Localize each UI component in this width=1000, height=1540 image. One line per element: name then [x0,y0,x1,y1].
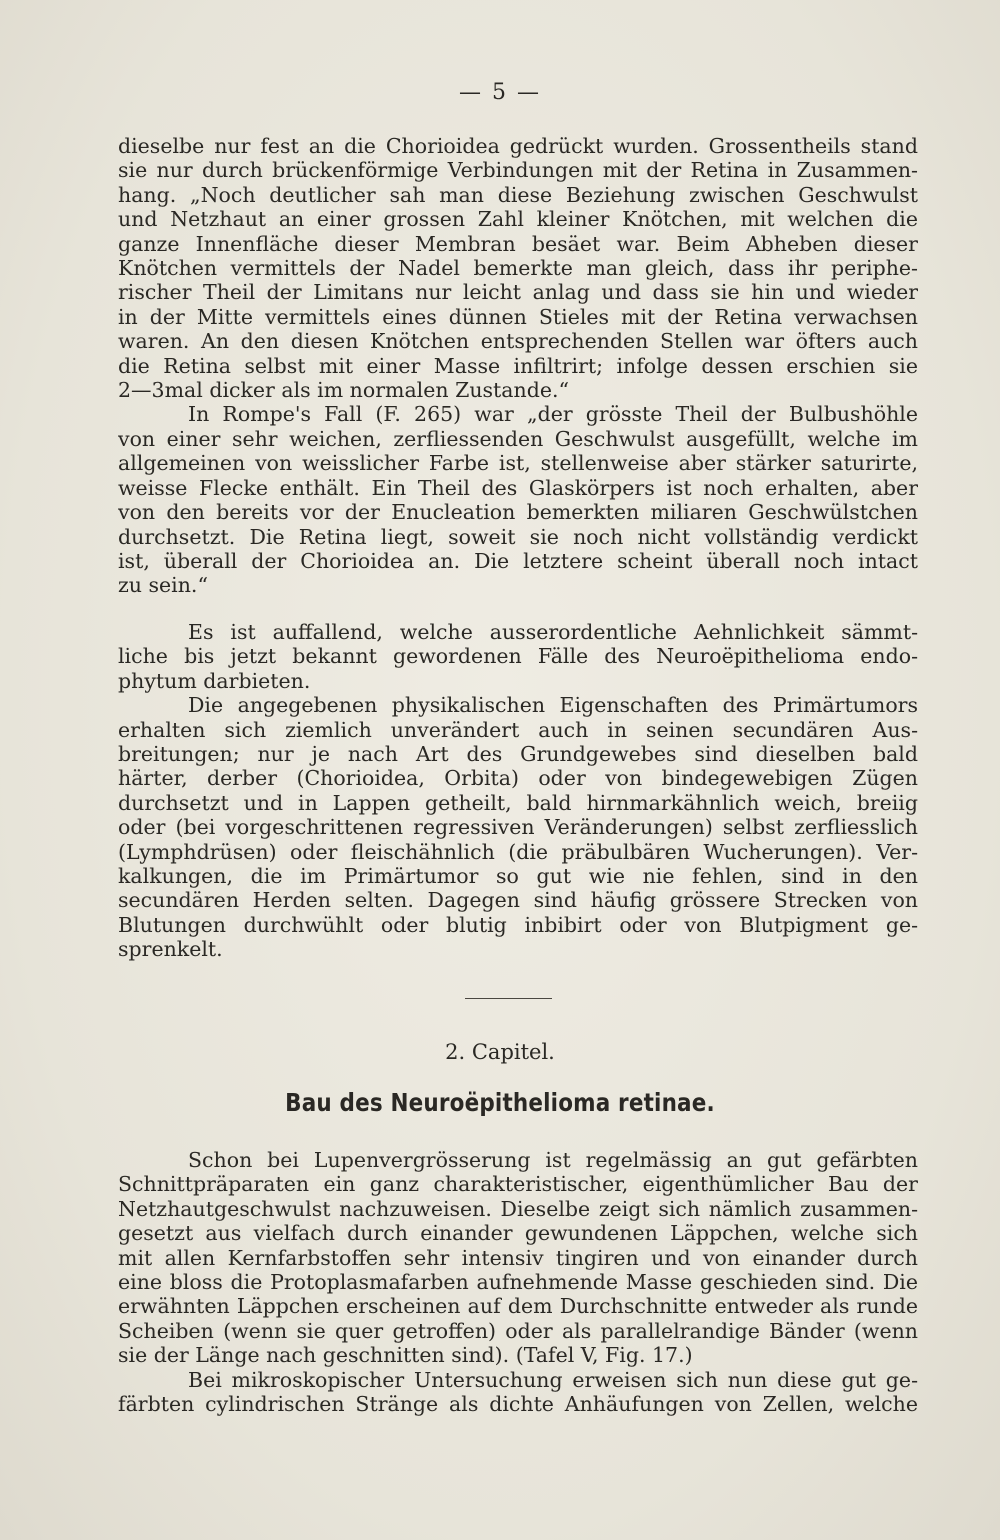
text-line: dieselbe nur fest an die Chorioidea gedrückt wurden. Grossentheils stand [118,134,918,158]
text-line: Schnittpräparaten ein ganz charakteristischer, eigenthümlicher Bau der [118,1172,918,1197]
paragraph-block-summary [118,620,918,962]
text-line: Bei mikroskopischer Untersuchung erweisen sich nun diese gut ge- [188,1367,918,1392]
chapter-title: Bau des Neuroëpithelioma retinae. [285,1088,715,1117]
text-line: erwähnten Läppchen erscheinen auf dem Durchschnitte entweder als runde [118,1294,918,1319]
text-line: färbten cylindrischen Stränge als dichte Anhäufungen von Zellen, welche [118,1392,918,1417]
text-line: secundären Herden selten. Dagegen sind häufig grössere Strecken von [118,888,918,913]
text-line: von einer sehr weichen, zerfliessenden Geschwulst ausgefüllt, welche im [118,426,918,451]
text-line: kalkungen, die im Primärtumor so gut wie nie fehlen, sind in den [118,864,918,889]
text-line: von den bereits vor der Enucleation bemerkten miliaren Geschwülstchen [118,500,918,525]
text-line: sprenkelt. [118,937,223,962]
text-line: Knötchen vermittels der Nadel bemerkte man gleich, dass ihr periphe- [118,256,918,281]
text-line: liche bis jetzt bekannt gewordenen Fälle des Neuroëpithelioma endo- [118,644,918,669]
text-line: allgemeinen von weisslicher Farbe ist, stellenweise aber stärker saturirte, [118,451,918,476]
text-line: phytum darbieten. [118,668,311,693]
paragraph-block-quote-continuation [118,134,918,598]
text-line: eine bloss die Protoplasmafarben aufnehmende Masse geschieden sind. Die [118,1270,918,1295]
text-line: Es ist auffallend, welche ausserordentliche Aehnlichkeit sämmt- [188,620,918,644]
text-line: 2—3mal dicker als im normalen Zustande.“ [118,378,569,403]
text-line: weisse Flecke enthält. Ein Theil des Glaskörpers ist noch erhalten, aber [118,475,918,500]
text-line: sie der Länge nach geschnitten sind). (Tafel V, Fig. 17.) [118,1343,693,1368]
text-line: rischer Theil der Limitans nur leicht anlag und dass sie hin und wieder [118,280,918,305]
text-line: ist, überall der Chorioidea an. Die letztere scheint überall noch intact [118,548,918,573]
page-number: — 5 — [459,80,541,105]
text-line: Die angegebenen physikalischen Eigenschaften des Primärtumors [188,693,918,718]
text-line: waren. An den diesen Knötchen entsprechenden Stellen war öfters auch [118,329,918,354]
text-line: durchsetzt. Die Retina liegt, soweit sie noch nicht vollständig verdickt [118,524,918,549]
text-line: die Retina selbst mit einer Masse infiltrirt; infolge dessen erschien sie [118,353,918,378]
text-line: Scheiben (wenn sie quer getroffen) oder als parallelrandige Bänder (wenn [118,1318,918,1343]
text-line: ganze Innenfläche dieser Membran besäet war. Beim Abheben dieser [118,231,918,256]
text-line: mit allen Kernfarbstoffen sehr intensiv tingiren und von einander durch [118,1245,918,1270]
text-line: in der Mitte vermittels eines dünnen Stieles mit der Retina verwachsen [118,304,918,329]
text-line: sie nur durch brückenförmige Verbindungen mit der Retina in Zusammen- [118,158,918,183]
text-line: breitungen; nur je nach Art des Grundgewebes sind dieselben bald [118,742,918,767]
text-line: härter, derber (Chorioidea, Orbita) oder von bindegewebigen Zügen [118,766,918,791]
chapter-number: 2. Capitel. [445,1040,555,1064]
text-line: und Netzhaut an einer grossen Zahl kleiner Knötchen, mit welchen die [118,207,918,232]
text-line: In Rompe's Fall (F. 265) war „der grösste Theil der Bulbushöhle [188,402,918,427]
text-line: Schon bei Lupenvergrösserung ist regelmässig an gut gefärbten [188,1148,918,1172]
section-divider [465,998,552,999]
text-line: (Lymphdrüsen) oder fleischähnlich (die präbulbären Wucherungen). Ver- [118,839,918,864]
text-line: zu sein.“ [118,573,208,598]
text-line: durchsetzt und in Lappen getheilt, bald hirnmarkähnlich weich, breiig [118,790,918,815]
text-line: Netzhautgeschwulst nachzuweisen. Dieselbe zeigt sich nämlich zusammen- [118,1196,918,1221]
text-line: oder (bei vorgeschrittenen regressiven Veränderungen) selbst zerfliesslich [118,815,918,840]
text-line: gesetzt aus vielfach durch einander gewundenen Läppchen, welche sich [118,1221,918,1246]
text-line: hang. „Noch deutlicher sah man diese Beziehung zwischen Geschwulst [118,182,918,207]
text-line: erhalten sich ziemlich unverändert auch in seinen secundären Aus- [118,717,918,742]
text-line: Blutungen durchwühlt oder blutig inbibirt oder von Blutpigment ge- [118,912,918,937]
paragraph-block-chapter-body [118,1148,918,1416]
